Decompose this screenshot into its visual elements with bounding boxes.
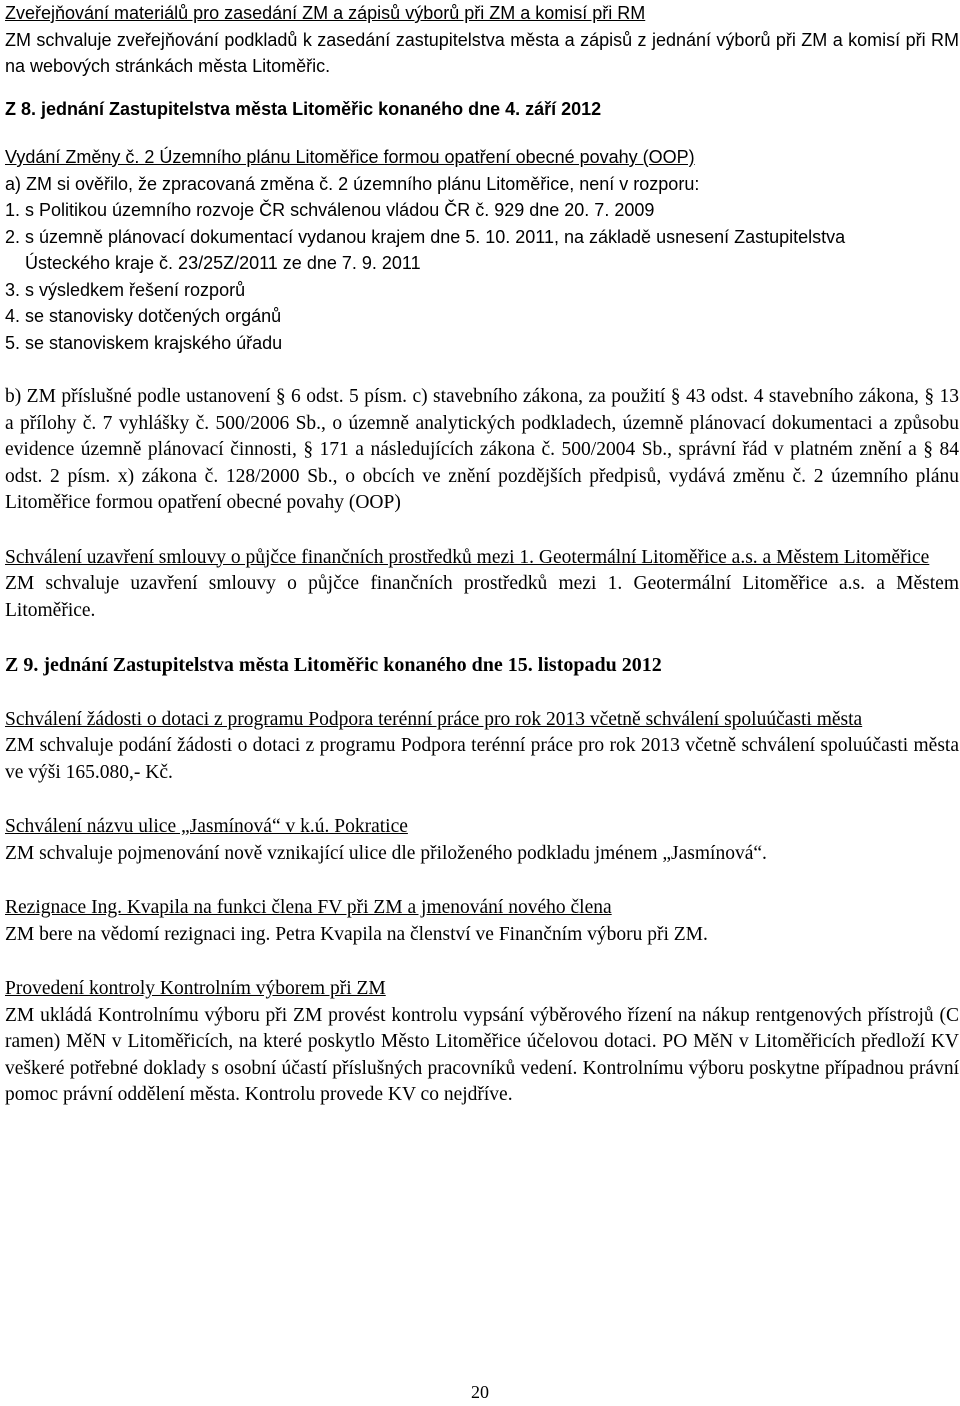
section-body-loan-contract: ZM schvaluje uzavření smlouvy o půjčce finančních prostředků mezi 1. Geotermální Litoměřice a.s. a Městem Litoměřice. <box>5 573 959 621</box>
section-title-publishing: Zveřejňování materiálů pro zasedání ZM a zápisů výborů při ZM a komisí při RM <box>5 3 646 23</box>
meeting-heading-9: Z 9. jednání Zastupitelstva města Litoměřic konaného dne 15. listopadu 2012 <box>5 654 662 676</box>
section-title-audit: Provedení kontroly Kontrolním výborem při ZM <box>5 978 386 999</box>
section-title-loan-contract: Schválení uzavření smlouvy o půjčce finančních prostředků mezi 1. Geotermální Litoměřice a.s. a Městem Litoměřice <box>5 546 930 568</box>
section-part-b-zoning-change: b) ZM příslušné podle ustanovení § 6 odst. 5 písm. c) stavebního zákona, za použití § 43 odst. 4 stavebního zákona, § 13 a přílohy č. 7 vyhlášky č. 500/2006 Sb., o územně analytických podkladech, územně plánovací dokumentaci a způsobu evidence územně plánovací činnosti, § 171 a následujících zákona č. 500/2004 Sb., správní řád v platném znění a § 84 odst. 2 písm. x) zákona č. 128/2000 Sb., o obcích ve znění pozdějších předpisů, vydává změnu č. 2 územního plánu Litoměřice formou opatření obecné povahy (OOP) <box>5 386 959 513</box>
list-item <box>5 330 959 357</box>
list-item-text: se stanovisky dotčených orgánů <box>25 306 282 326</box>
list-item <box>5 303 959 330</box>
section-body-audit: ZM ukládá Kontrolnímu výboru při ZM provést kontrolu vypsání výběrového řízení na nákup rentgenových přístrojů (C ramen) MěN v Litoměřicích, na které poskytlo Město Litoměřice účelovou dotaci. PO MěN v Litoměřicích předloží KV veškeré potřebné doklady s osobní účastí příslušných pracovníků vedení. Kontrolnímu výboru poskytne případnou právní pomoc právní oddělení města. Kontrolu provede KV co nejdříve. <box>5 1004 959 1105</box>
list-item-text: s územně plánovací dokumentací vydanou krajem dne 5. 10. 2011, na základě usnesení Zastupitelstva Ústeckého kraje č. 23/25Z/2011 ze dne 7. 9. 2011 <box>25 226 846 273</box>
section-body-resignation: ZM bere na vědomí rezignaci ing. Petra Kvapila na členství ve Finančním výboru při ZM. <box>5 923 708 945</box>
meeting-heading-8: Z 8. jednání Zastupitelstva města Litoměřic konaného dne 4. září 2012 <box>5 98 602 119</box>
list-item-text: se stanoviskem krajského úřadu <box>25 332 283 353</box>
list-item-number: 4. <box>5 306 21 326</box>
list-item <box>5 197 959 224</box>
section-title-street-name: Schválení názvu ulice „Jasmínová“ v k.ú. Pokratice <box>5 816 408 837</box>
list-item <box>5 277 959 304</box>
list-item-text: s výsledkem řešení rozporů <box>25 279 246 300</box>
section-title-resignation: Rezignace Ing. Kvapila na funkci člena FV při ZM a jmenování nového člena <box>5 897 612 918</box>
document-page <box>5 0 959 1109</box>
section-body-publishing: ZM schvaluje zveřejňování podkladů k zasedání zastupitelstva města a zápisů z jednání výborů při ZM a komisí při RM na webových stránkách města Litoměřic. <box>5 29 959 76</box>
section-title-grant-application: Schválení žádosti o dotaci z programu Podpora terénní práce pro rok 2013 včetně schválení spoluúčasti města <box>5 708 863 730</box>
list-item-text: s Politikou územního rozvoje ČR schválenou vládou ČR č. 929 dne 20. 7. 2009 <box>25 200 655 220</box>
list-item-number: 1. <box>5 200 21 220</box>
list-item <box>5 224 959 277</box>
list-item-number: 2. <box>5 226 21 247</box>
section-intro-zoning-change: a) ZM si ověřilo, že zpracovaná změna č. 2 územního plánu Litoměřice, není v rozporu: <box>5 173 700 194</box>
page-number: 20 <box>471 1382 489 1402</box>
list-item-number: 3. <box>5 279 21 300</box>
list-item-number: 5. <box>5 332 21 353</box>
zoning-conditions-list <box>5 197 959 356</box>
section-body-street-name: ZM schvaluje pojmenování nově vznikající ulice dle přiloženého podkladu jménem „Jasmínová“. <box>5 842 767 864</box>
section-body-grant-application: ZM schvaluje podání žádosti o dotaci z programu Podpora terénní práce pro rok 2013 včetně schválení spoluúčasti města ve výši 165.080,- Kč. <box>5 735 959 783</box>
section-title-zoning-change: Vydání Změny č. 2 Územního plánu Litoměřice formou opatření obecné povahy (OOP) <box>5 147 695 167</box>
